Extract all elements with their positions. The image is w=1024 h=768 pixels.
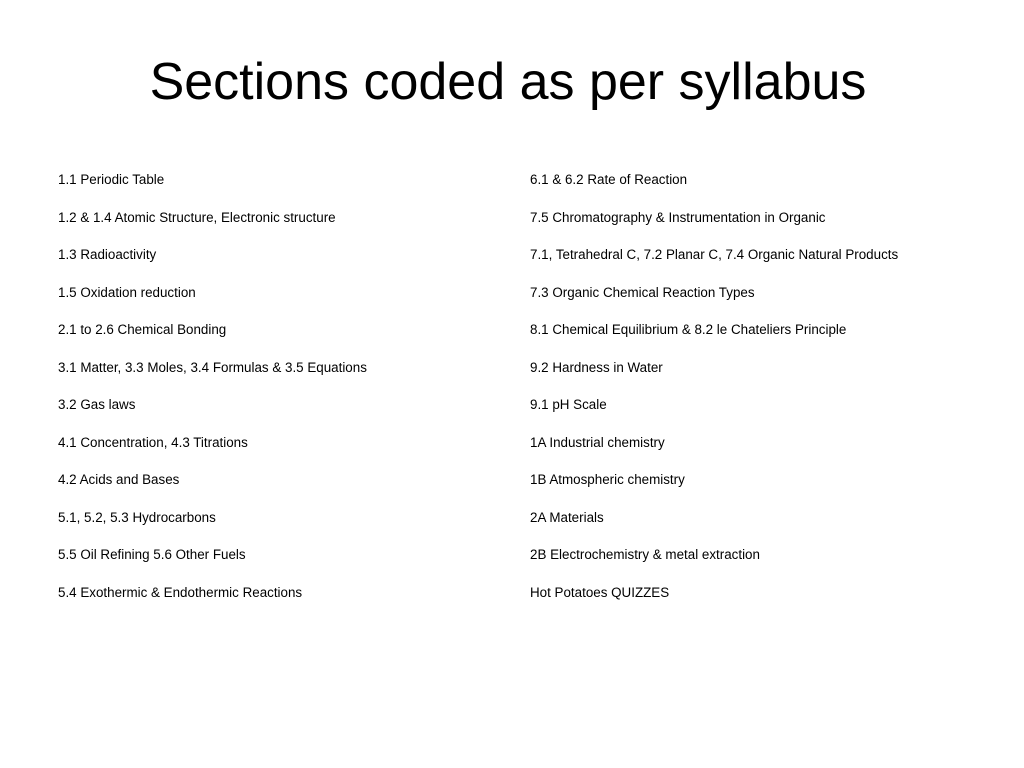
section-list-left: [58, 168, 498, 618]
section-link[interactable]: 7.3 Organic Chemical Reaction Types: [530, 284, 755, 300]
slide-title: Sections coded as per syllabus: [149, 53, 867, 111]
section-link[interactable]: 1B Atmospheric chemistry: [530, 472, 685, 487]
section-link[interactable]: 8.1 Chemical Equilibrium & 8.2 le Chateliers Principle: [530, 322, 847, 337]
section-link[interactable]: 5.1, 5.2, 5.3 Hydrocarbons: [58, 509, 216, 525]
section-list-right: [530, 168, 1000, 618]
section-link[interactable]: 1.5 Oxidation reduction: [58, 284, 196, 300]
section-link[interactable]: 9.1 pH Scale: [530, 397, 607, 412]
section-link[interactable]: 5.5 Oil Refining 5.6 Other Fuels: [58, 547, 246, 562]
section-link[interactable]: 1.1 Periodic Table: [58, 172, 165, 187]
section-link[interactable]: 2B Electrochemistry & metal extraction: [530, 547, 760, 562]
section-link[interactable]: 5.4 Exothermic & Endothermic Reactions: [58, 584, 303, 600]
section-link[interactable]: 4.2 Acids and Bases: [58, 472, 180, 487]
section-link[interactable]: 2A Materials: [530, 509, 604, 525]
section-link[interactable]: 9.2 Hardness in Water: [530, 359, 663, 375]
section-link[interactable]: Hot Potatoes QUIZZES: [530, 584, 670, 600]
section-link[interactable]: 3.1 Matter, 3.3 Moles, 3.4 Formulas & 3.5 Equations: [58, 359, 367, 375]
section-link[interactable]: 6.1 & 6.2 Rate of Reaction: [530, 172, 688, 187]
section-link[interactable]: 4.1 Concentration, 4.3 Titrations: [58, 434, 248, 450]
section-link[interactable]: 1A Industrial chemistry: [530, 434, 665, 450]
section-link[interactable]: 2.1 to 2.6 Chemical Bonding: [58, 322, 227, 337]
section-link[interactable]: 7.5 Chromatography & Instrumentation in Organic: [530, 209, 826, 225]
section-link[interactable]: 1.3 Radioactivity: [58, 247, 157, 262]
section-link[interactable]: 3.2 Gas laws: [58, 397, 136, 412]
section-link[interactable]: 7.1, Tetrahedral C, 7.2 Planar C, 7.4 Organic Natural Products: [530, 247, 899, 262]
section-link[interactable]: 1.2 & 1.4 Atomic Structure, Electronic structure: [58, 209, 336, 225]
